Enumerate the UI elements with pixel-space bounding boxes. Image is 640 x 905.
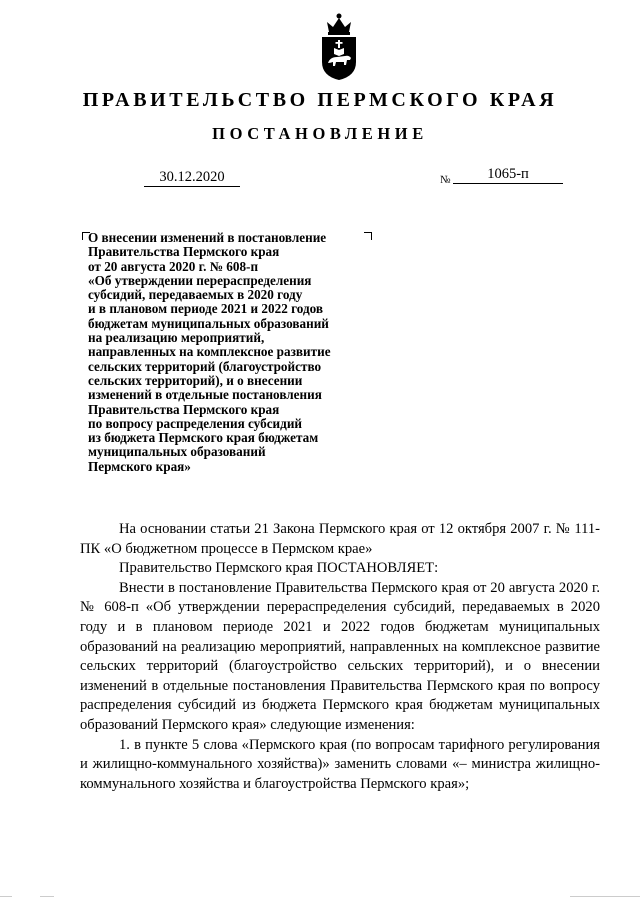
body-paragraph-amend: Внести в постановление Правительства Пермского края от 20 августа 2020 г. № 608-п «Об утверждении перераспределения субсидий, передаваемых в 2020 году и в плановом периоде 2021 и 2022 годов бюджетам муниципальных образований на реализацию мероприятий, направленных на комплексное развитие сельских территорий (благоустройство сельских территорий), и о внесении изменений в отдельные постановления Правительства Пермского края по вопросу распределения субсидий из бюджета Пермского края бюджетам муниципальных образований Пермского края» следующие изменения: — [80, 579, 600, 733]
title-line: Правительства Пермского края — [88, 401, 280, 417]
title-line: направленных на комплексное развитие — [88, 344, 331, 360]
document-type: ПОСТАНОВЛЕНИЕ — [212, 124, 428, 143]
title-line: по вопросу распределения субсидий — [88, 415, 303, 431]
title-line: субсидий, передаваемых в 2020 году — [88, 287, 303, 303]
scan-edge-lines — [0, 896, 640, 897]
number-sign: № — [440, 174, 451, 186]
title-line: изменений в отдельные постановления — [88, 387, 322, 403]
title-line: сельских территорий (благоустройство — [88, 358, 322, 374]
title-line: на реализацию мероприятий, — [88, 330, 265, 346]
body-paragraph-resolves: Правительство Пермского края ПОСТАНОВЛЯЕТ: — [119, 560, 439, 577]
document-number: 1065-п — [453, 165, 563, 184]
document-title — [88, 231, 378, 474]
title-line: Правительства Пермского края — [88, 244, 280, 260]
title-line: из бюджета Пермского края бюджетам — [88, 430, 319, 446]
perm-krai-coat-of-arms-icon — [318, 10, 360, 82]
document-date: 30.12.2020 — [144, 168, 240, 187]
title-line: О внесении изменений в постановление — [88, 230, 327, 245]
organization-name: ПРАВИТЕЛЬСТВО ПЕРМСКОГО КРАЯ — [82, 89, 558, 111]
body-paragraph-item-1: 1. в пункте 5 слова «Пермского края (по вопросам тарифного регулирования и жилищно-коммунального хозяйства)» заменить словами «– министра жилищно-коммунального хозяйства и благоустройства Пермского края»; — [80, 736, 600, 792]
title-line: Пермского края» — [88, 458, 191, 474]
title-line: и в плановом периоде 2021 и 2022 годов — [88, 301, 324, 317]
document-body — [80, 520, 600, 794]
title-line: «Об утверждении перераспределения — [88, 272, 312, 288]
body-paragraph-basis: На основании статьи 21 Закона Пермского края от 12 октября 2007 г. № 111-ПК «О бюджетном процессе в Пермском крае» — [80, 521, 600, 557]
title-line: сельских территорий), и о внесении — [88, 372, 303, 388]
title-line: бюджетам муниципальных образований — [88, 315, 329, 331]
title-line: от 20 августа 2020 г. № 608-п — [88, 258, 259, 274]
title-line: муниципальных образований — [88, 444, 266, 460]
